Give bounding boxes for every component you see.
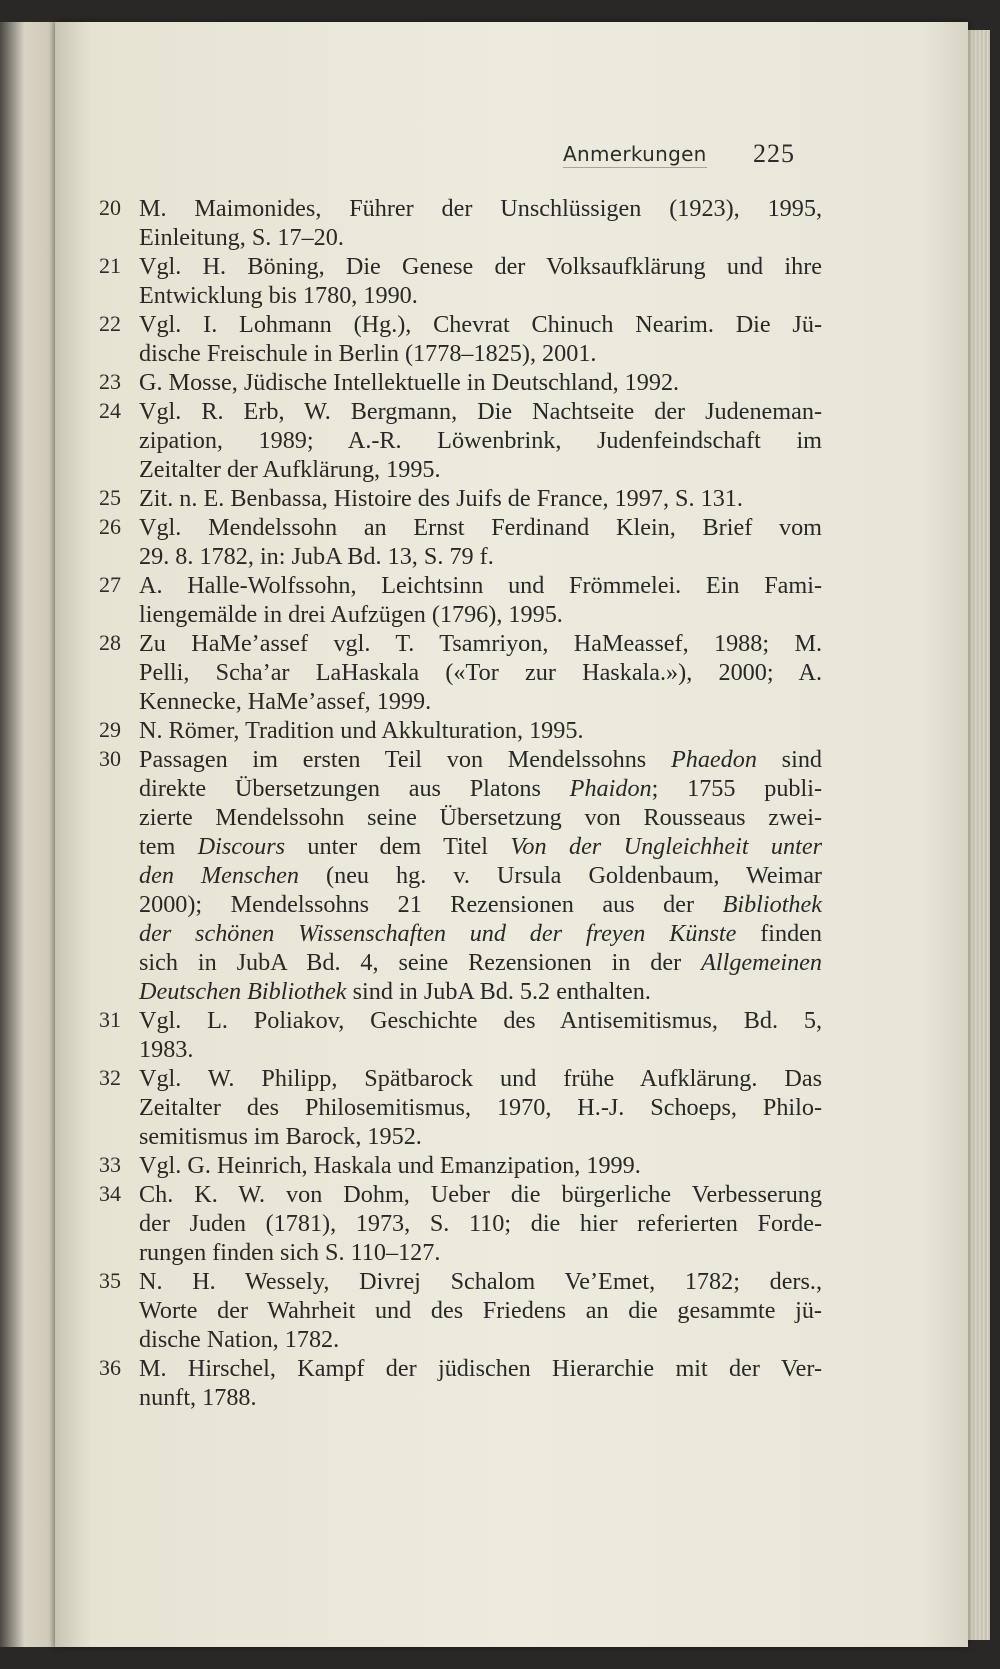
- endnote-number: 23: [99, 369, 121, 394]
- endnote-line: Zu HaMe’assef vgl. T. Tsamriyon, HaMeassef, 1988; M.: [139, 630, 822, 657]
- endnote-number: 22: [99, 311, 121, 336]
- endnote-text: [139, 629, 822, 716]
- text-run: Passagen im ersten Teil von Mendelssohns: [139, 746, 671, 773]
- endnote-line: [139, 977, 822, 1006]
- endnote-line: semitismus im Barock, 1952.: [139, 1123, 422, 1150]
- text-run: tem: [139, 833, 198, 860]
- endnote-line: [139, 890, 822, 919]
- running-header: [55, 122, 968, 168]
- endnote-line: Zit. n. E. Benbassa, Histoire des Juifs de France, 1997, S. 131.: [139, 485, 743, 512]
- endnote-text: [139, 513, 822, 571]
- endnote-line: Vgl. I. Lohmann (Hg.), Chevrat Chinuch Nearim. Die Jü-: [139, 311, 822, 338]
- endnote-line: A. Halle-Wolfssohn, Leichtsinn und Frömmelei. Ein Fami-: [139, 572, 822, 599]
- endnote-number: 34: [99, 1181, 121, 1206]
- endnote-line: [139, 745, 822, 774]
- endnote-line: G. Mosse, Jüdische Intellektuelle in Deutschland, 1992.: [139, 369, 680, 396]
- endnote-line: [139, 832, 822, 861]
- italic-title: Von der Ungleichheit unter: [510, 833, 822, 860]
- text-run: (neu hg. v. Ursula Goldenbaum, Weimar: [299, 862, 822, 889]
- endnote-line: Vgl. W. Philipp, Spätbarock und frühe Aufklärung. Das: [139, 1065, 822, 1092]
- endnote-line: Zeitalter der Aufklärung, 1995.: [139, 456, 441, 483]
- text-run: unter dem Titel: [285, 833, 511, 860]
- endnote-line: dische Freischule in Berlin (1778–1825), 2001.: [139, 340, 597, 367]
- italic-title: Bibliothek: [722, 891, 822, 918]
- italic-title: Discours: [197, 833, 286, 860]
- page-number: 225: [753, 139, 795, 168]
- endnote-number: 24: [99, 398, 121, 423]
- endnote-text: [139, 310, 822, 368]
- endnote-line: zipation, 1989; A.-R. Löwenbrink, Judenfeindschaft im: [139, 427, 822, 454]
- endnote-line: 29. 8. 1782, in: JubA Bd. 13, S. 79 f.: [139, 543, 494, 570]
- endnote-number: 35: [99, 1268, 121, 1293]
- endnote-line: [139, 861, 822, 890]
- endnote-number: 21: [99, 253, 121, 278]
- italic-title: Allgemeinen: [701, 949, 822, 976]
- endnote-number: 36: [99, 1355, 121, 1380]
- endnote-line: Zeitalter des Philosemitismus, 1970, H.-J. Schoeps, Philo-: [139, 1094, 822, 1121]
- endnote-text: [139, 484, 822, 513]
- endnote-text: [139, 1354, 822, 1412]
- endnote-text: [139, 397, 822, 484]
- italic-title: Deutschen Bibliothek: [139, 978, 347, 1005]
- text-run: sich in JubA Bd. 4, seine Rezensionen in der: [139, 949, 702, 976]
- text-run: direkte Übersetzungen aus Platons: [139, 775, 570, 802]
- text-run: ; 1755 publi-: [651, 775, 822, 802]
- endnote-line: Entwicklung bis 1780, 1990.: [139, 282, 418, 309]
- endnote-line: [139, 919, 822, 948]
- endnote-line: [139, 948, 822, 977]
- endnote-line: Vgl. L. Poliakov, Geschichte des Antisemitismus, Bd. 5,: [139, 1007, 822, 1034]
- endnote-number: 29: [99, 717, 121, 742]
- endnote-number: 27: [99, 572, 121, 597]
- endnote-line: nunft, 1788.: [139, 1384, 257, 1411]
- endnote-number: 20: [99, 195, 121, 220]
- endnote-text: [139, 571, 822, 629]
- endnote-line: Worte der Wahrheit und des Friedens an die gesammte jü-: [139, 1297, 822, 1324]
- italic-title: Phaedon: [670, 746, 757, 773]
- endnote-line: rungen finden sich S. 110–127.: [139, 1239, 441, 1266]
- endnote-text: [139, 368, 822, 397]
- italic-title: den Menschen: [139, 862, 300, 889]
- endnote-number: 31: [99, 1007, 121, 1032]
- endnote-line: N. H. Wessely, Divrej Schalom Ve’Emet, 1782; ders.,: [139, 1268, 822, 1295]
- endnote-line: M. Maimonides, Führer der Unschlüssigen (1923), 1995,: [139, 195, 822, 222]
- endnote-line: [139, 803, 822, 832]
- endnote-text: [139, 1006, 822, 1064]
- text-run: 2000); Mendelssohns 21 Rezensionen aus der: [139, 891, 723, 918]
- endnote-number: 28: [99, 630, 121, 655]
- endnote-line: liengemälde in drei Aufzügen (1796), 1995.: [139, 601, 563, 628]
- endnote-line: dische Nation, 1782.: [139, 1326, 340, 1353]
- endnote-line: Vgl. H. Böning, Die Genese der Volksaufklärung und ihre: [139, 253, 822, 280]
- endnote-text: [139, 1064, 822, 1151]
- endnote-text: [139, 716, 822, 745]
- endnote-line: Kennecke, HaMe’assef, 1999.: [139, 688, 432, 715]
- endnote-line: Ch. K. W. von Dohm, Ueber die bürgerliche Verbesserung: [139, 1181, 822, 1208]
- endnote-number: 30: [99, 746, 121, 771]
- endnote-line: N. Römer, Tradition und Akkulturation, 1995.: [139, 717, 584, 744]
- endnote-line: [139, 774, 822, 803]
- endnote-line: 1983.: [139, 1036, 194, 1063]
- endnote-line: Vgl. R. Erb, W. Bergmann, Die Nachtseite der Judeneman-: [139, 398, 822, 425]
- endnote-number: 32: [99, 1065, 121, 1090]
- endnote-text: [139, 1180, 822, 1267]
- text-run: finden: [736, 920, 822, 947]
- text-run: zierte Mendelssohn seine Übersetzung von Rousseaus zwei-: [139, 804, 822, 831]
- endnote-line: Vgl. G. Heinrich, Haskala und Emanzipation, 1999.: [139, 1152, 641, 1179]
- italic-title: Phaidon: [569, 775, 652, 802]
- endnote-text: [139, 252, 822, 310]
- italic-title: der schönen Wissenschaften und der freyen Künste: [139, 920, 737, 947]
- endnote-line: M. Hirschel, Kampf der jüdischen Hierarchie mit der Ver-: [139, 1355, 822, 1382]
- text-run: sind: [756, 746, 823, 773]
- endnote-line: Vgl. Mendelssohn an Ernst Ferdinand Klein, Brief vom: [139, 514, 822, 541]
- endnote-line: Einleitung, S. 17–20.: [139, 224, 344, 251]
- endnote-number: 25: [99, 485, 121, 510]
- text-run: sind in JubA Bd. 5.2 enthalten.: [346, 978, 651, 1005]
- endnote-number: 33: [99, 1152, 121, 1177]
- endnote-number: 26: [99, 514, 121, 539]
- endnote-line: Pelli, Scha’ar LaHaskala («Tor zur Haskala.»), 2000; A.: [139, 659, 822, 686]
- endnote-line: der Juden (1781), 1973, S. 110; die hier referierten Forde-: [139, 1210, 822, 1237]
- book-page: [55, 22, 968, 1647]
- endnote-text: [139, 1267, 822, 1354]
- endnote-text: [139, 1151, 822, 1180]
- endnote-text: [139, 194, 822, 252]
- running-title: Anmerkungen: [563, 142, 707, 166]
- endnote-text: [139, 745, 822, 1006]
